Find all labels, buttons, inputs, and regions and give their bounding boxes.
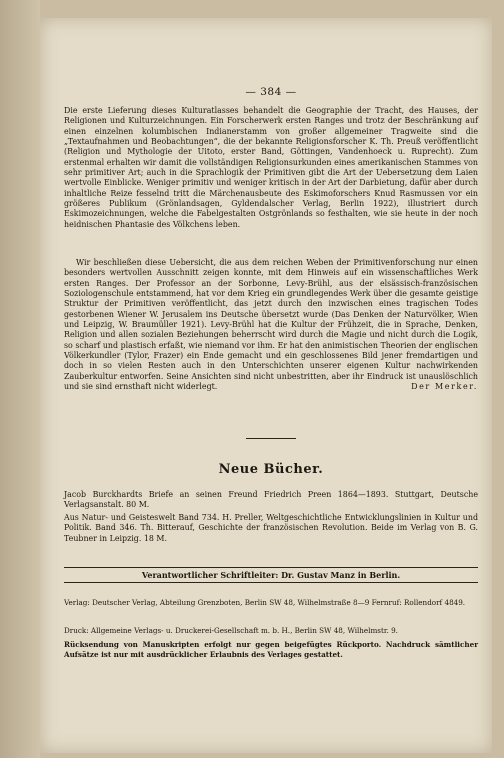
notice-line: Rücksendung von Manuskripten erfolgt nur gegen beigefügtes Rückporto. Nachdruck sämtlicher Aufsätze ist nur mit ausdrücklicher Erlaubnis des Verlages gestattet.	[64, 640, 478, 659]
book-entry-2: Aus Natur- und Geisteswelt Band 734. H. Preller, Weltgeschichtliche Entwicklungslinien in Kultur und Politik. Band 346. Th. Bitterauf, Geschichte der französischen Revolution. Beide im Verlag von B. G. Teubner in Leipzig. 18 M.	[64, 513, 478, 543]
editor-line: Verantwortlicher Schriftleiter: Dr. Gustav Manz in Berlin.	[141, 570, 401, 580]
paragraph-1: Die erste Lieferung dieses Kulturatlasses behandelt die Geographie der Tracht, des Hauses, der Religionen und Kulturzeichnungen. Ein Forscherwerk ersten Ranges und trotz der Beschränkung auf einen einzelnen kolumbischen Indianerstamm von großer allgemeiner Tragweite sind die „Textaufnahmen und Beobachtungen“, die der bekannte Religionsforscher K. Th. Preuß veröffentlicht (Religion und Mythologie der Uitoto, erster Band, Göttingen, Vandenhoeck u. Ruprecht). Zum erstenmal erhalten wir damit die vollständigen Religionsurkunden eines amerikanischen Stammes von sehr primitiver Art; auch in die Sprachlogik der Primitiven gibt die Art der Uebersetzung dem Laien wertvolle Einblicke. Weniger primitiv und weniger kritisch in der Art der Darbietung, dafür aber durch inhaltliche Reize fesselnd tritt die Märchenausbeute des Eskimoforschers Knud Rasmussen vor ein größeres Publikum (Grönlandsagen, Gyldendalscher Verlag, Berlin 1922), illustriert durch Eskimozeichnungen, welche die Fabelgestalten Ostgrönlands so festhalten, wie sie heute in der noch heidnischen Phantasie des Völkchens leben.	[64, 106, 478, 229]
signature: Der Merker.	[411, 382, 478, 391]
paragraph-2: Wir beschließen diese Uebersicht, die aus dem reichen Weben der Primitivenforschung nur einen besonders wertvollen Ausschnitt zeigen konnte, mit dem Hinweis auf ein wissenschaftliches Werk ersten Ranges. Der Professor an der Sorbonne, Levy-Brühl, aus der elsässisch-französischen Soziologenschule entstammend, hat vor dem Krieg ein grundlegendes Werk über die gesamte geistige Struktur der Primitiven veröffentlicht, das jetzt durch den inzwischen eines tragischen Todes gestorbenen Wiener W. Jerusalem ins Deutsche übersetzt wurde (Das Denken der Naturvölker, Wien und Leipzig, W. Braumüller 1921). Levy-Brühl hat die Kultur der Frühzeit, die in Sprache, Denken, Religion und allen sozialen Beziehungen beherrscht wird durch die Magie und nicht durch die Logik, so scharf und plastisch erfaßt, wie niemand vor ihm. Er hat den animistischen Theorien der englischen Völkerkundler (Tylor, Frazer) ein Ende gemacht und ein geschlossenes Bild jener fremdartigen und doch in so vielen Resten auch in den Unterschichten unserer eigenen Kultur nachwirkenden Zauberkultur entworfen. Seine Ansichten sind nicht unbestritten, aber ihr Eindruck ist unauslöschlich und sie sind ernsthaft nicht widerlegt.	[64, 258, 478, 392]
section-heading: Neue Bücher.	[218, 462, 324, 477]
rule-top	[64, 567, 478, 568]
publisher-line: Verlag: Deutscher Verlag, Abteilung Grenzboten, Berlin SW 48, Wilhelmstraße 8—9 Fernruf: Rollendorf 4849.	[64, 598, 466, 607]
page-number: — 384 —	[245, 86, 297, 98]
section-divider	[246, 438, 296, 439]
printer-line: Druck: Allgemeine Verlags- u. Druckerei-Gesellschaft m. b. H., Berlin SW 48, Wilhelmstr. 9.	[64, 626, 398, 635]
rule-middle	[64, 582, 478, 583]
book-spine-edge	[0, 0, 40, 758]
book-entry-1: Jacob Burckhardts Briefe an seinen Freund Friedrich Preen 1864—1893. Stuttgart, Deutsche Verlagsanstalt. 80 M.	[64, 490, 478, 510]
